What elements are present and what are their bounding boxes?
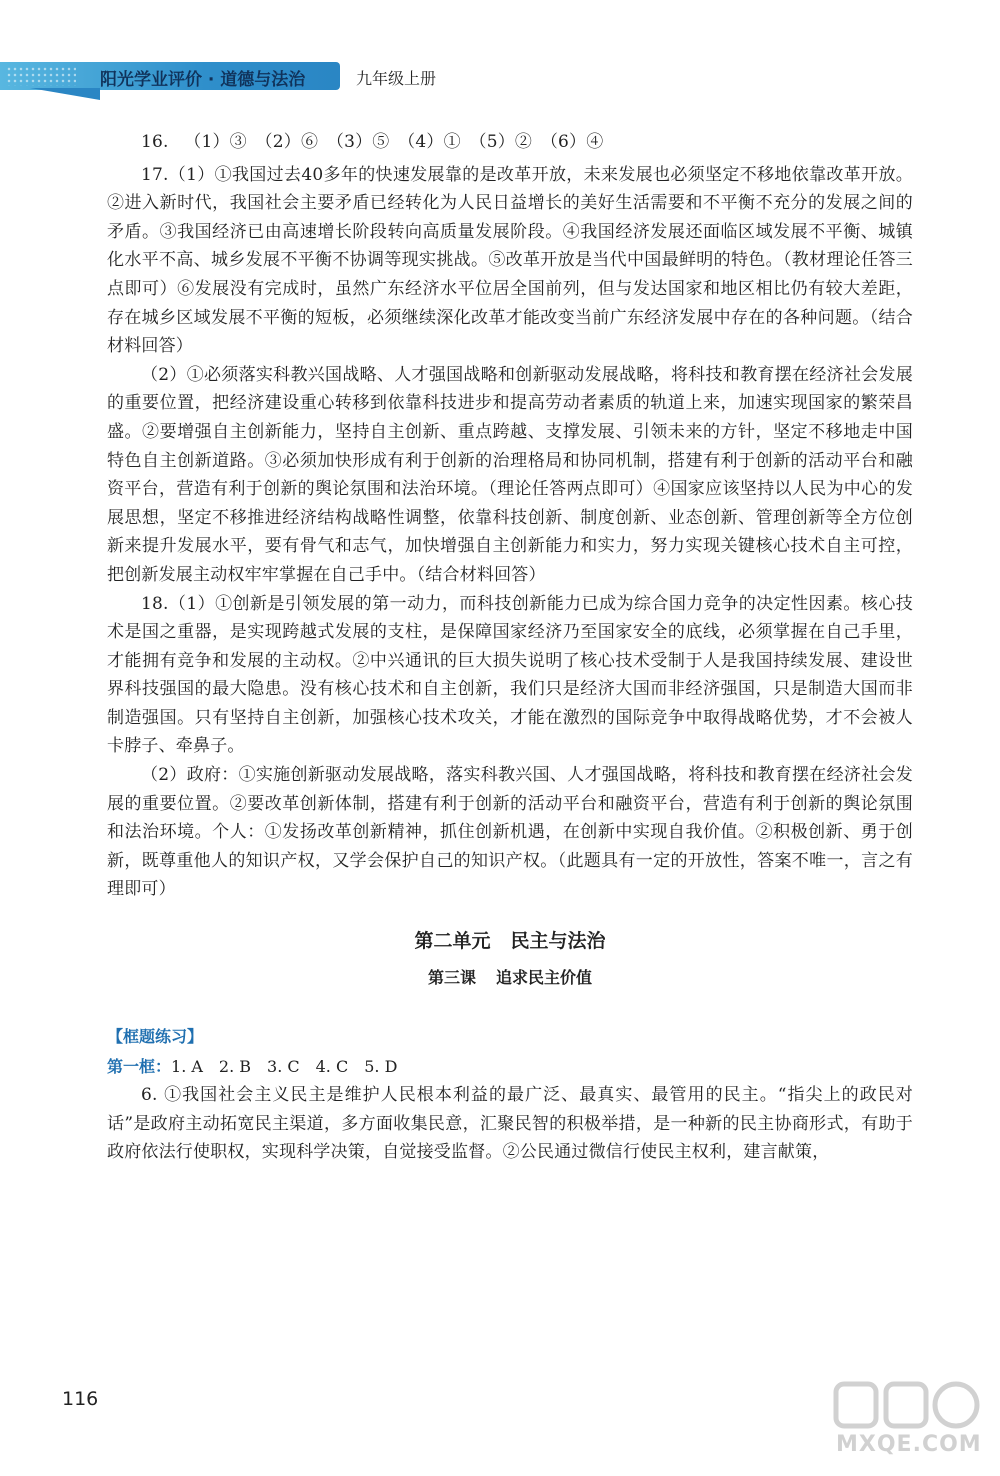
answer-17-part-1: 17.（1）①我国过去40多年的快速发展靠的是改革开放，未来发展也必须坚定不移地依靠改革开放。②进入新时代，我国社会主要矛盾已经转化为人民日益增长的美好生活需要和不平衡不充分的发展之间的矛盾。③我国经济已由高速增长阶段转向高质量发展阶段。④我国经济发展还面临区域发展不平衡、城镇化水平不高、城乡发展不平衡不协调等现实挑战。⑤改革开放是当代中国最鲜明的特色。（教材理论任答三点即可）⑥发展没有完成时，虽然广东经济水平位居全国前列，但与发达国家和地区相比仍有较大差距，存在城乡区域发展不平衡的短板，必须继续深化改革才能改变当前广东经济发展中存在的各种问题。（结合材料回答） [107, 164, 913, 357]
unit-name: 民主与法治 [510, 930, 606, 953]
answer-18-part-1: 18.（1）①创新是引领发展的第一动力，而科技创新能力已成为综合国力竞争的决定性因素。核心技术是国之重器，是实现跨越式发展的支柱，是保障国家经济乃至国家安全的底线，必须掌握在自己手里，才能拥有竞争和发展的主动权。②中兴通讯的巨大损失说明了核心技术受制于人是我国持续发展、建设世界科技强国的最大隐患。没有核心技术和自主创新，我们只是经济大国而非经济强国，只是制造大国而非制造强国。只有坚持自主创新，加强核心技术攻关，才能在激烈的国际竞争中取得战略优势，才不会被人卡脖子、牵鼻子。 [107, 593, 913, 757]
unit-number: 第二单元 [414, 930, 491, 953]
frame-1-label: 第一框： [107, 1057, 172, 1077]
section-label: 【框题练习】 [107, 1027, 204, 1047]
book-grade: 九年级上册 [356, 69, 437, 88]
banner-tail [30, 88, 100, 100]
lesson-title [107, 965, 913, 988]
answer-17-part-2: （2）①必须落实科教兴国战略、人才强国战略和创新驱动发展战略，将科技和教育摆在经济社会发展的重要位置，把经济建设重心转移到依靠科技进步和提高劳动者素质的轨道上来，加速实现国家的繁荣昌盛。②要增强自主创新能力，坚持自主创新、重点跨越、支撑发展、引领未来的方针，坚定不移地走中国特色自主创新道路。③必须加快形成有利于创新的治理格局和协同机制，搭建有利于创新的活动平台和融资平台，营造有利于创新的舆论氛围和法治环境。（理论任答两点即可）④国家应该坚持以人民为中心的发展思想，坚定不移推进经济结构战略性调整，依靠科技创新、制度创新、业态创新、管理创新等全方位创新来提升发展水平，要有骨气和志气，加快增强自主创新能力和实力，努力实现关键核心技术自主可控，把创新发展主动权牢牢掌握在自己手中。（结合材料回答） [107, 364, 913, 585]
unit-title [107, 926, 913, 953]
watermark-text: MXQE.COM [836, 1432, 982, 1457]
answer-18-part-2: （2）政府：①实施创新驱动发展战略，落实科教兴国、人才强国战略，将科技和教育摆在经济社会发展的重要位置。②要改革创新体制，搭建有利于创新的活动平台和融资平台，营造有利于创新的舆论氛围和法治环境。个人：①发扬改革创新精神，抓住创新机遇，在创新中实现自我价值。②积极创新、勇于创新，既尊重他人的知识产权，又学会保护自己的知识产权。（此题具有一定的开放性，答案不唯一，言之有理即可） [107, 765, 913, 900]
watermark-logo [832, 1378, 982, 1468]
frame-1-answers: 1. A 2. B 3. C 4. C 5. D [171, 1057, 398, 1077]
answer-6: 6. ①我国社会主义民主是维护人民根本利益的最广泛、最真实、最管用的民主。“指尖上的政民对话”是政府主动拓宽民主渠道，多方面收集民意，汇聚民智的积极举措，是一种新的民主协商形式，有助于政府依法行使职权，实现科学决策，自觉接受监督。②公民通过微信行使民主权利，建言献策， [107, 1085, 913, 1163]
lesson-number: 第三课 [427, 968, 476, 988]
watermark-answer-icon [832, 1378, 982, 1434]
page-number: 116 [62, 1388, 99, 1410]
header-banner [0, 58, 480, 98]
lesson-name: 追求民主价值 [496, 968, 593, 988]
answer-16: 16. （1）③ （2）⑥ （3）⑤ （4）① （5）② （6）④ [141, 132, 604, 152]
page-content [107, 128, 913, 1167]
banner-dot-pattern [6, 66, 76, 86]
frame-1-answers-line [107, 1053, 913, 1081]
book-title: 阳光学业评价 · 道德与法治 [100, 70, 306, 90]
